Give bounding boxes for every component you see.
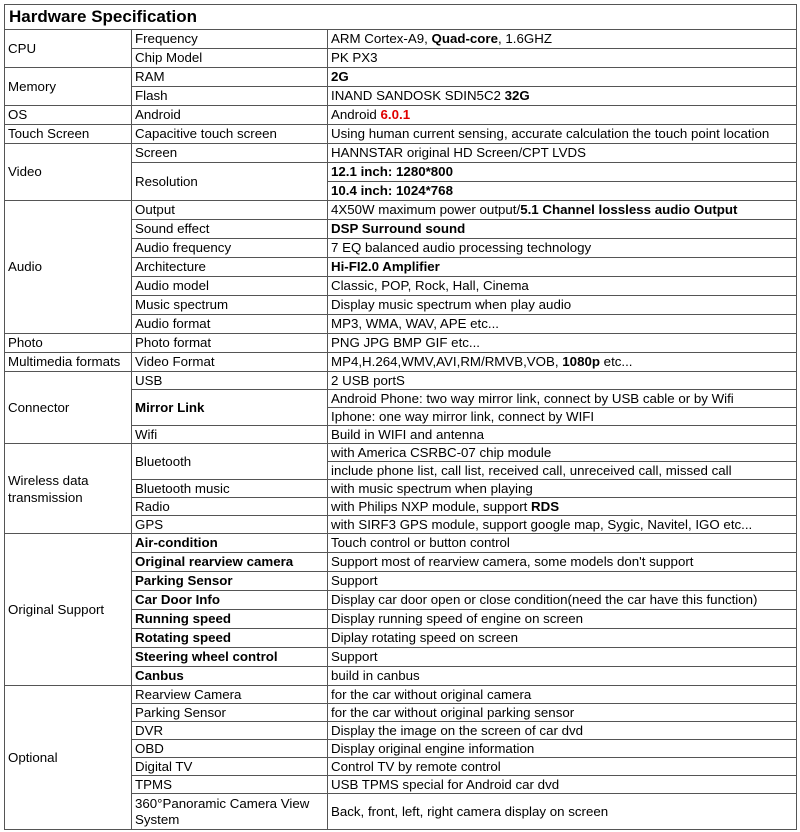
category-photo: Photo [5,334,132,353]
rearview-camera-value: Support most of rearview camera, some models don't support [328,553,797,572]
audio-format-value: MP3, WMA, WAV, APE etc... [328,315,797,334]
gps-value: with SIRF3 GPS module, support google map, Sygic, Navitel, IGO etc... [328,516,797,534]
radio-label: Radio [132,498,328,516]
bluetooth-music-label: Bluetooth music [132,480,328,498]
wifi-label: Wifi [132,426,328,444]
air-condition-value: Touch control or button control [328,534,797,553]
category-memory: Memory [5,68,132,106]
bluetooth-chip: with America CSRBC-07 chip module [328,444,797,462]
mirror-link-android: Android Phone: two way mirror link, connect by USB cable or by Wifi [328,390,797,408]
spec-table [4,4,797,830]
flash-label: Flash [132,87,328,106]
optional-rearview-camera-label: Rearview Camera [132,686,328,704]
touch-label: Capacitive touch screen [132,125,328,144]
obd-value: Display original engine information [328,740,797,758]
optional-parking-sensor-label: Parking Sensor [132,704,328,722]
category-video: Video [5,144,132,201]
bluetooth-music-value: with music spectrum when playing [328,480,797,498]
chip-model-value: PK PX3 [328,49,797,68]
air-condition-label: Air-condition [132,534,328,553]
video-format-value: MP4,H.264,WMV,AVI,RM/RMVB,VOB, 1080p etc... [328,353,797,372]
usb-value: 2 USB portS [328,372,797,390]
screen-value: HANNSTAR original HD Screen/CPT LVDS [328,144,797,163]
audio-model-value: Classic, POP, Rock, Hall, Cinema [328,277,797,296]
category-cpu: CPU [5,30,132,68]
mirror-link-iphone: Iphone: one way mirror link, connect by WIFI [328,408,797,426]
flash-value: INAND SANDOSK SDIN5C2 32G [328,87,797,106]
category-touch-screen: Touch Screen [5,125,132,144]
radio-value: with Philips NXP module, support RDS [328,498,797,516]
video-format-label: Video Format [132,353,328,372]
digital-tv-label: Digital TV [132,758,328,776]
parking-sensor-label: Parking Sensor [132,572,328,591]
steering-wheel-value: Support [328,648,797,667]
chip-model-label: Chip Model [132,49,328,68]
screen-label: Screen [132,144,328,163]
output-label: Output [132,201,328,220]
architecture-label: Architecture [132,258,328,277]
ram-value: 2G [328,68,797,87]
sound-effect-value: DSP Surround sound [328,220,797,239]
digital-tv-value: Control TV by remote control [328,758,797,776]
category-optional: Optional [5,686,132,830]
audio-frequency-value: 7 EQ balanced audio processing technology [328,239,797,258]
running-speed-label: Running speed [132,610,328,629]
resolution-value-10: 10.4 inch: 1024*768 [328,182,797,201]
touch-value: Using human current sensing, accurate calculation the touch point location [328,125,797,144]
parking-sensor-value: Support [328,572,797,591]
dvr-label: DVR [132,722,328,740]
running-speed-value: Display running speed of engine on screen [328,610,797,629]
car-door-label: Car Door Info [132,591,328,610]
audio-format-label: Audio format [132,315,328,334]
ram-label: RAM [132,68,328,87]
sound-effect-label: Sound effect [132,220,328,239]
rotating-speed-label: Rotating speed [132,629,328,648]
gps-label: GPS [132,516,328,534]
frequency-value: ARM Cortex-A9, Quad-core, 1.6GHZ [328,30,797,49]
bluetooth-features: include phone list, call list, received call, unreceived call, missed call [328,462,797,480]
bluetooth-label: Bluetooth [132,444,328,480]
audio-model-label: Audio model [132,277,328,296]
category-wireless: Wireless data transmission [5,444,132,534]
category-audio: Audio [5,201,132,334]
usb-label: USB [132,372,328,390]
resolution-label: Resolution [132,163,328,201]
dvr-value: Display the image on the screen of car dvd [328,722,797,740]
resolution-value-12: 12.1 inch: 1280*800 [328,163,797,182]
panoramic-camera-label: 360°Panoramic Camera View System [132,794,328,830]
android-value: Android 6.0.1 [328,106,797,125]
category-connector: Connector [5,372,132,444]
wifi-value: Build in WIFI and antenna [328,426,797,444]
category-os: OS [5,106,132,125]
steering-wheel-label: Steering wheel control [132,648,328,667]
rearview-camera-label: Original rearview camera [132,553,328,572]
rotating-speed-value: Diplay rotating speed on screen [328,629,797,648]
category-original-support: Original Support [5,534,132,686]
music-spectrum-label: Music spectrum [132,296,328,315]
music-spectrum-value: Display music spectrum when play audio [328,296,797,315]
optional-parking-sensor-value: for the car without original parking sensor [328,704,797,722]
obd-label: OBD [132,740,328,758]
optional-rearview-camera-value: for the car without original camera [328,686,797,704]
table-title: Hardware Specification [5,5,797,30]
canbus-label: Canbus [132,667,328,686]
car-door-value: Display car door open or close condition(need the car have this function) [328,591,797,610]
architecture-value: Hi-FI2.0 Amplifier [328,258,797,277]
output-value: 4X50W maximum power output/5.1 Channel lossless audio Output [328,201,797,220]
mirror-link-label: Mirror Link [132,390,328,426]
tpms-label: TPMS [132,776,328,794]
photo-format-label: Photo format [132,334,328,353]
tpms-value: USB TPMS special for Android car dvd [328,776,797,794]
photo-format-value: PNG JPG BMP GIF etc... [328,334,797,353]
category-multimedia: Multimedia formats [5,353,132,372]
frequency-label: Frequency [132,30,328,49]
canbus-value: build in canbus [328,667,797,686]
panoramic-camera-value: Back, front, left, right camera display on screen [328,794,797,830]
audio-frequency-label: Audio frequency [132,239,328,258]
android-label: Android [132,106,328,125]
